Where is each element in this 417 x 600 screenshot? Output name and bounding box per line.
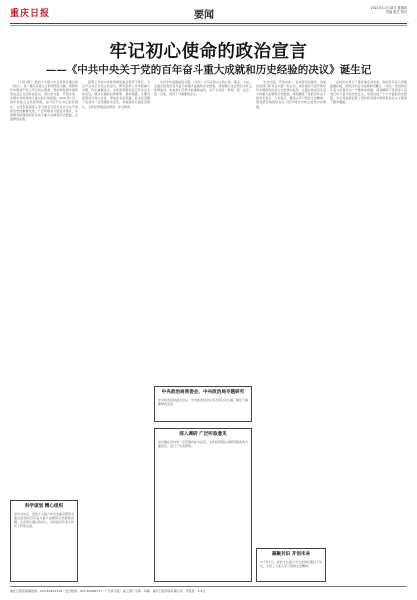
inset-body: 11月11日，党的十九届六中全会审议通过了决议，全党上下深入学习贯彻全会精神。 bbox=[260, 560, 322, 569]
header-rule-thin bbox=[10, 25, 407, 26]
dateline: 2021年11月18日 星期四 责编 版式 校对 bbox=[370, 6, 407, 14]
column-text: 总结历史是为了更好地走向未来。党的百年奋斗历程波澜壮阔，党的百年奋斗成就举世瞩目。《决议》把党的百年奋斗历程作为一个整体来把握，深刻阐明了党领导人民进行伟大奋斗的历史意义，系统总结了十个方面的历史经验，为全党在新征程上坚持和发展中国特色社会主义提供了根本遵循。 bbox=[330, 80, 407, 105]
masthead bbox=[10, 6, 407, 22]
footer-rule bbox=[10, 586, 407, 587]
inset-box-2 bbox=[154, 386, 252, 422]
article-column-2 bbox=[82, 80, 150, 580]
inset-box-3 bbox=[154, 428, 252, 582]
article-column-5 bbox=[330, 80, 407, 580]
inset-title: 深入调研 广泛听取意见 bbox=[179, 432, 227, 437]
article-column-1 bbox=[10, 80, 78, 496]
sub-headline: ——《中共中央关于党的百年奋斗重大成就和历史经验的决议》诞生记 bbox=[45, 64, 372, 76]
article-column-3 bbox=[154, 80, 252, 380]
inset-body: 中央政治局常委会会议、中央政治局会议多次审议决议稿，提出了重要修改意见。 bbox=[158, 398, 249, 407]
inset-title: 中央政治局常委会、中央政治局专题研究 bbox=[161, 390, 245, 395]
section-title: 要闻 bbox=[194, 10, 214, 21]
main-headline: 牢记初心使命的政治宣言 bbox=[109, 42, 308, 62]
inset-box-1 bbox=[10, 500, 78, 582]
column-text: 起草工作在中央政治局常委会领导下进行。习近平总书记多次主持会议，研究起草工作中的重大问题，作出重要指示。文件起草组先后召开多次全体会议，就决议稿的总体框架、基本思路、主要内容等进行深入讨论，形成征求意见稿。征求意见稿下发党内一定范围征求意见，共收到各方面意见建议，文件起草组逐条研究，作出修改。 bbox=[82, 80, 150, 109]
column-text: （上接1版） 党的十九届六中全会审议通过的《决议》，是一篇马克思主义的纲领性文献，是新时代中国共产党人牢记初心使命、坚持和发展中国特色社会主义的政治宣言，是以史为鉴、开创未来，实现中华民族伟大复兴的行动指南。2021年1月，党中央成立文件起草组，由习近平总书记担任组长。文件起草组深入学习领会习近平总书记关于党的历史的重要论述，广泛听取各方面意见建议，认真研究梳理党的百年奋斗重大成就和历史经验，反复修改完善。 bbox=[10, 80, 78, 121]
inset-box-4 bbox=[256, 548, 326, 582]
inset-title: 科学谋划 精心组织 bbox=[24, 504, 64, 509]
newspaper-logo: 重庆日报 bbox=[10, 9, 51, 19]
column-text: “以史为鉴、开创未来”。征求意见过程中，各地区各部门和有关方面一致认为，决议稿以习近平新时代中国特色社会主义思想为指导，全面总结党百年奋斗的重大成就和历史经验，深刻阐述了党的百年奋斗的历史意义。大家表示，要深入学习领会全会精神，更加紧密地团结在以习近平同志为核心的党中央周围。 bbox=[256, 80, 326, 109]
article-column-4 bbox=[256, 80, 326, 580]
column-text: 从历史中汲取前进力量。《决议》以马克思主义的立场、观点、方法，全面总结党的百年奋斗的重大成就和历史经验，深刻揭示过去我们为什么能够成功、未来我们怎样才能继续成功，对于全党统一思想、统一意志、统一行动，具有十分重要的意义。 bbox=[154, 80, 252, 97]
inset-body: 党中央决定，党的十九届六中全会重点研究全面总结党的百年奋斗重大成就和历史经验问题。全会审议通过的决议，对党的百年奋斗作出了科学总结。 bbox=[14, 512, 75, 529]
header-rule bbox=[10, 23, 407, 24]
inset-body: 决议稿在党内外一定范围内征求意见，文件起草组认真研究吸收各方面意见，进行了多次修改。 bbox=[158, 440, 249, 449]
footer-text: 重庆日报社新闻热线：023-63812319 · 发行热线：023-63906777 · 广告许可证：渝工商广字第 · 印刷：重庆日报印务有限公司 · 零售价：1.5元 bbox=[10, 589, 206, 593]
inset-title: 凝聚共识 开创未来 bbox=[271, 552, 311, 557]
